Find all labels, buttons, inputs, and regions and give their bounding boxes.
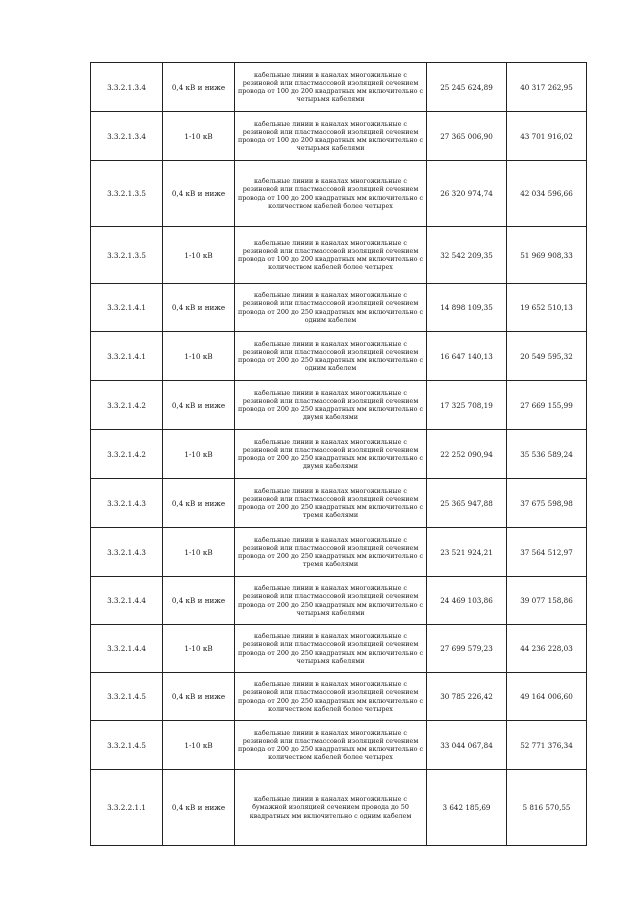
row-description-cell: кабельные линии в каналах многожильные с резиновой или пластмассовой изоляцией сечением провода от 200 до 250 квадратных мм включительно с одним кабелем xyxy=(235,284,427,332)
row-code-cell: 3.3.2.2.1.1 xyxy=(91,770,163,846)
table-row xyxy=(91,673,587,721)
tariff-table-body xyxy=(91,63,587,846)
row-value-1-cell: 32 542 209,35 xyxy=(427,227,507,284)
row-value-1-cell: 17 325 708,19 xyxy=(427,381,507,430)
row-code-cell: 3.3.2.1.4.4 xyxy=(91,625,163,673)
row-value-1-cell: 25 365 947,88 xyxy=(427,479,507,528)
row-value-2-cell: 44 236 228,03 xyxy=(507,625,587,673)
row-code-cell: 3.3.2.1.3.5 xyxy=(91,161,163,227)
row-code-cell: 3.3.2.1.4.5 xyxy=(91,673,163,721)
row-value-1-cell: 26 320 974,74 xyxy=(427,161,507,227)
row-code-cell: 3.3.2.1.4.2 xyxy=(91,381,163,430)
row-voltage-cell: 1-10 кВ xyxy=(163,227,235,284)
table-row xyxy=(91,577,587,625)
row-code-cell: 3.3.2.1.4.1 xyxy=(91,284,163,332)
row-voltage-cell: 0,4 кВ и ниже xyxy=(163,161,235,227)
table-row xyxy=(91,770,587,846)
row-description-cell: кабельные линии в каналах многожильные с резиновой или пластмассовой изоляцией сечением провода от 200 до 250 квадратных мм включительно с количеством кабелей более четырех xyxy=(235,721,427,770)
table-row xyxy=(91,528,587,577)
row-description-cell: кабельные линии в каналах многожильные с резиновой или пластмассовой изоляцией сечением провода от 200 до 250 квадратных мм включительно с двумя кабелями xyxy=(235,381,427,430)
row-description-cell: кабельные линии в каналах многожильные с резиновой или пластмассовой изоляцией сечением провода от 100 до 200 квадратных мм включительно с четырьмя кабелями xyxy=(235,112,427,161)
row-code-cell: 3.3.2.1.3.5 xyxy=(91,227,163,284)
row-value-1-cell: 23 521 924,21 xyxy=(427,528,507,577)
row-voltage-cell: 1-10 кВ xyxy=(163,112,235,161)
row-value-2-cell: 49 164 006,60 xyxy=(507,673,587,721)
table-row xyxy=(91,381,587,430)
row-value-2-cell: 19 652 510,13 xyxy=(507,284,587,332)
row-value-2-cell: 37 564 512,97 xyxy=(507,528,587,577)
row-code-cell: 3.3.2.1.4.2 xyxy=(91,430,163,479)
row-code-cell: 3.3.2.1.3.4 xyxy=(91,63,163,112)
row-description-cell: кабельные линии в каналах многожильные с резиновой или пластмассовой изоляцией сечением провода от 200 до 250 квадратных мм включительно с двумя кабелями xyxy=(235,430,427,479)
row-voltage-cell: 0,4 кВ и ниже xyxy=(163,770,235,846)
row-voltage-cell: 1-10 кВ xyxy=(163,528,235,577)
row-description-cell: кабельные линии в каналах многожильные с резиновой или пластмассовой изоляцией сечением провода от 200 до 250 квадратных мм включительно с четырьмя кабелями xyxy=(235,625,427,673)
row-description-cell: кабельные линии в каналах многожильные с резиновой или пластмассовой изоляцией сечением провода от 200 до 250 квадратных мм включительно с одним кабелем xyxy=(235,332,427,381)
row-voltage-cell: 0,4 кВ и ниже xyxy=(163,63,235,112)
row-code-cell: 3.3.2.1.4.5 xyxy=(91,721,163,770)
row-value-2-cell: 43 701 916,02 xyxy=(507,112,587,161)
table-row xyxy=(91,161,587,227)
row-code-cell: 3.3.2.1.4.4 xyxy=(91,577,163,625)
row-code-cell: 3.3.2.1.4.3 xyxy=(91,528,163,577)
row-voltage-cell: 0,4 кВ и ниже xyxy=(163,381,235,430)
row-description-cell: кабельные линии в каналах многожильные с резиновой или пластмассовой изоляцией сечением провода от 100 до 200 квадратных мм включительно с количеством кабелей более четырех xyxy=(235,161,427,227)
row-voltage-cell: 1-10 кВ xyxy=(163,332,235,381)
row-value-1-cell: 27 699 579,23 xyxy=(427,625,507,673)
table-row xyxy=(91,430,587,479)
row-value-2-cell: 42 034 596,66 xyxy=(507,161,587,227)
table-row xyxy=(91,227,587,284)
row-value-2-cell: 39 077 158,86 xyxy=(507,577,587,625)
row-voltage-cell: 0,4 кВ и ниже xyxy=(163,284,235,332)
row-description-cell: кабельные линии в каналах многожильные с резиновой или пластмассовой изоляцией сечением провода от 200 до 250 квадратных мм включительно с четырьмя кабелями xyxy=(235,577,427,625)
row-value-2-cell: 5 816 570,55 xyxy=(507,770,587,846)
row-value-2-cell: 51 969 908,33 xyxy=(507,227,587,284)
row-value-1-cell: 22 252 090,94 xyxy=(427,430,507,479)
tariff-table xyxy=(90,62,587,846)
table-row xyxy=(91,63,587,112)
row-description-cell: кабельные линии в каналах многожильные с резиновой или пластмассовой изоляцией сечением провода от 100 до 200 квадратных мм включительно с количеством кабелей более четырех xyxy=(235,227,427,284)
row-description-cell: кабельные линии в каналах многожильные с резиновой или пластмассовой изоляцией сечением провода от 200 до 250 квадратных мм включительно с тремя кабелями xyxy=(235,479,427,528)
row-description-cell: кабельные линии в каналах многожильные с резиновой или пластмассовой изоляцией сечением провода от 100 до 200 квадратных мм включительно с четырьмя кабелями xyxy=(235,63,427,112)
row-value-2-cell: 40 317 262,95 xyxy=(507,63,587,112)
row-value-1-cell: 3 642 185,69 xyxy=(427,770,507,846)
row-value-2-cell: 52 771 376,34 xyxy=(507,721,587,770)
row-voltage-cell: 0,4 кВ и ниже xyxy=(163,673,235,721)
row-value-1-cell: 16 647 140,13 xyxy=(427,332,507,381)
row-code-cell: 3.3.2.1.3.4 xyxy=(91,112,163,161)
row-value-2-cell: 27 669 155,99 xyxy=(507,381,587,430)
row-voltage-cell: 1-10 кВ xyxy=(163,721,235,770)
row-value-1-cell: 14 898 109,35 xyxy=(427,284,507,332)
row-code-cell: 3.3.2.1.4.1 xyxy=(91,332,163,381)
table-row xyxy=(91,625,587,673)
table-row xyxy=(91,112,587,161)
row-value-2-cell: 20 549 595,32 xyxy=(507,332,587,381)
row-voltage-cell: 1-10 кВ xyxy=(163,625,235,673)
row-value-1-cell: 33 044 067,84 xyxy=(427,721,507,770)
row-voltage-cell: 0,4 кВ и ниже xyxy=(163,577,235,625)
table-row xyxy=(91,479,587,528)
row-voltage-cell: 0,4 кВ и ниже xyxy=(163,479,235,528)
row-value-1-cell: 30 785 226,42 xyxy=(427,673,507,721)
row-voltage-cell: 1-10 кВ xyxy=(163,430,235,479)
row-value-1-cell: 24 469 103,86 xyxy=(427,577,507,625)
table-row xyxy=(91,284,587,332)
row-code-cell: 3.3.2.1.4.3 xyxy=(91,479,163,528)
row-description-cell: кабельные линии в каналах многожильные с резиновой или пластмассовой изоляцией сечением провода от 200 до 250 квадратных мм включительно с количеством кабелей более четырех xyxy=(235,673,427,721)
table-row xyxy=(91,332,587,381)
row-description-cell: кабельные линии в каналах многожильные с бумажной изоляцией сечением провода до 50 квадратных мм включительно с одним кабелем xyxy=(235,770,427,846)
row-description-cell: кабельные линии в каналах многожильные с резиновой или пластмассовой изоляцией сечением провода от 200 до 250 квадратных мм включительно с тремя кабелями xyxy=(235,528,427,577)
row-value-2-cell: 37 675 598,98 xyxy=(507,479,587,528)
row-value-1-cell: 27 365 006,90 xyxy=(427,112,507,161)
row-value-1-cell: 25 245 624,89 xyxy=(427,63,507,112)
table-row xyxy=(91,721,587,770)
row-value-2-cell: 35 536 589,24 xyxy=(507,430,587,479)
